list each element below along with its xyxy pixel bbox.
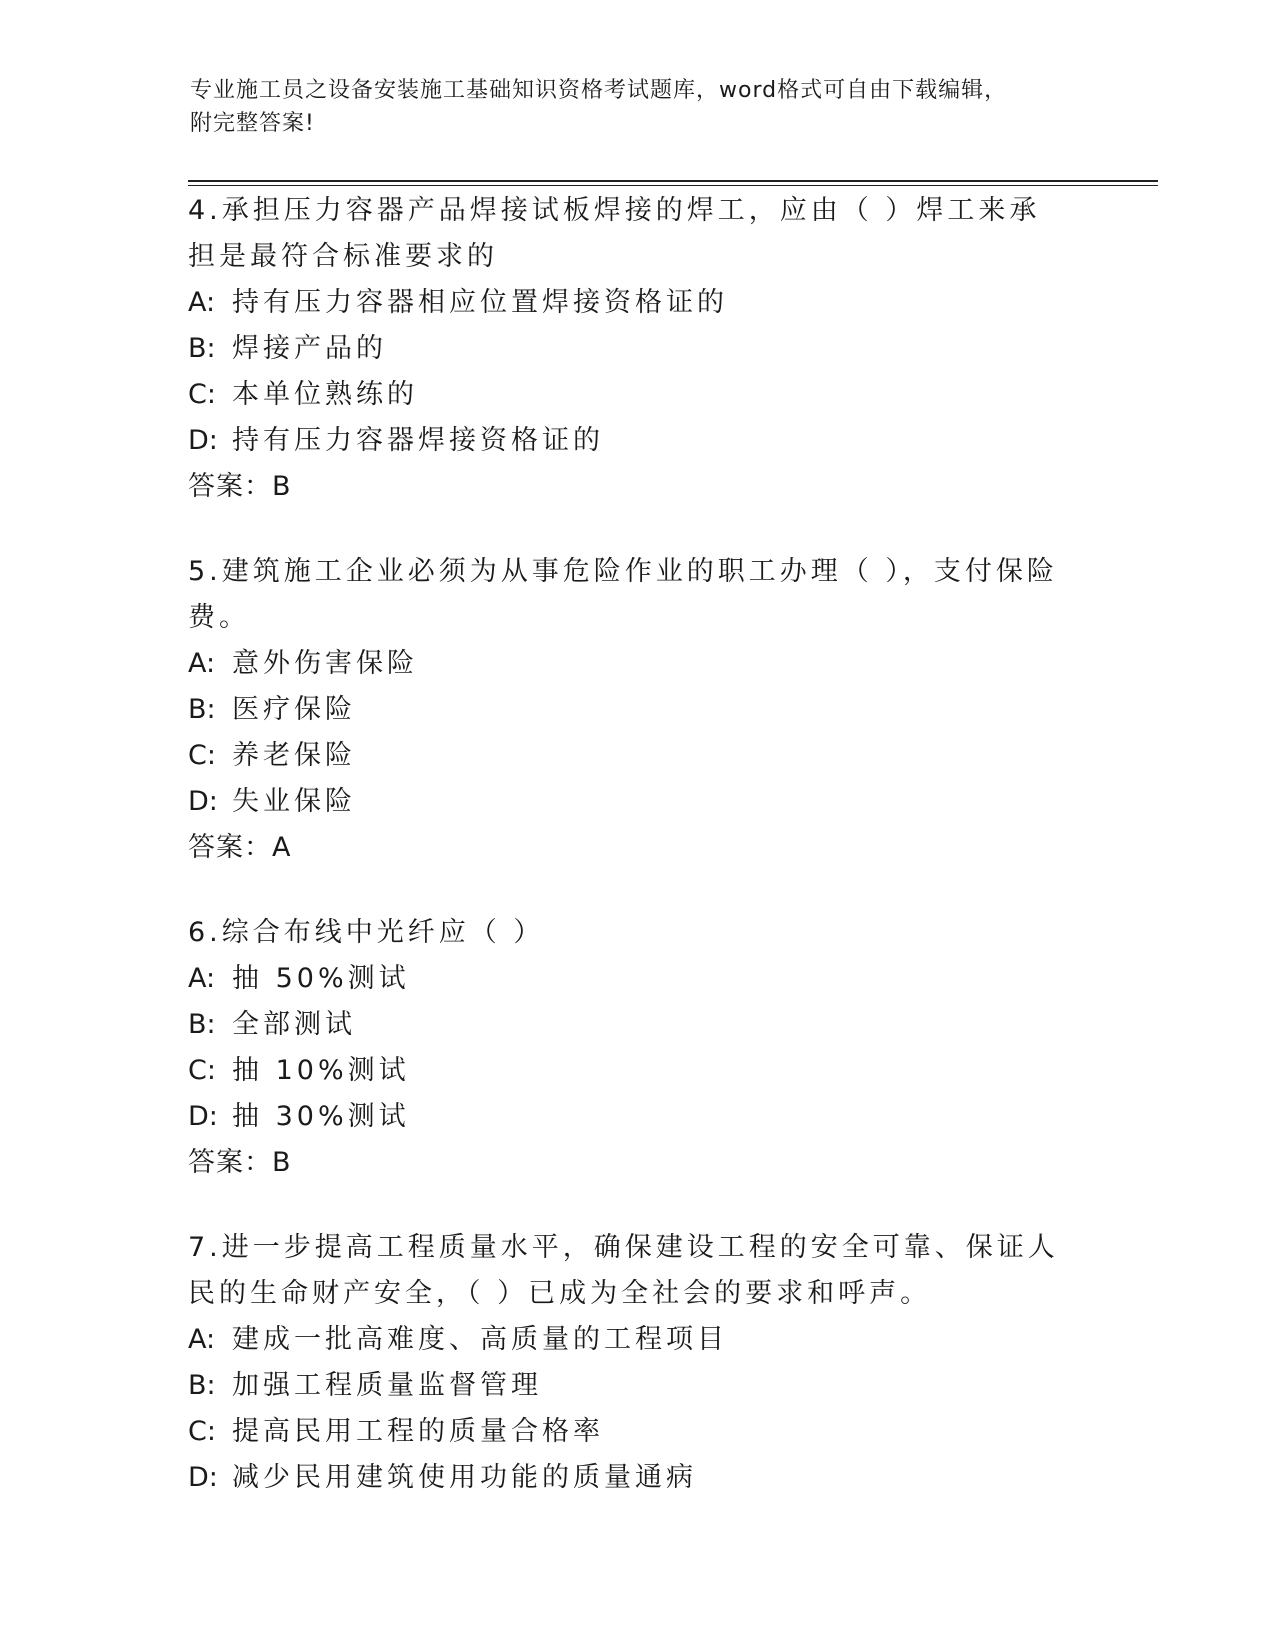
option-text: 持有压力容器焊接资格证的 <box>232 425 604 456</box>
option-b <box>188 1363 1088 1409</box>
option-c <box>188 733 1088 779</box>
option-text: 减少民用建筑使用功能的质量通病 <box>232 1462 697 1493</box>
question-4 <box>188 188 1088 510</box>
option-text: 提高民用工程的质量合格率 <box>232 1416 604 1447</box>
option-letter: A: <box>188 648 216 679</box>
option-letter: D: <box>188 425 218 456</box>
option-c <box>188 1048 1088 1094</box>
option-text: 本单位熟练的 <box>232 379 418 410</box>
option-b <box>188 1002 1088 1048</box>
option-letter: C: <box>188 379 216 410</box>
option-letter: B: <box>188 333 216 364</box>
option-letter: D: <box>188 1462 218 1493</box>
answer-line: 答案：B <box>188 471 292 502</box>
option-letter: C: <box>188 1416 216 1447</box>
question-7 <box>188 1225 1088 1501</box>
header-line-1: 专业施工员之设备安装施工基础知识资格考试题库，word格式可自由下载编辑， <box>190 78 1008 103</box>
option-text: 抽 10%测试 <box>232 1055 410 1086</box>
option-text: 全部测试 <box>232 1009 356 1040</box>
option-text: 持有压力容器相应位置焊接资格证的 <box>232 287 728 318</box>
option-d <box>188 1455 1088 1501</box>
option-text: 养老保险 <box>232 740 356 771</box>
option-d <box>188 779 1088 825</box>
header-divider-thick <box>188 180 1158 182</box>
option-letter: A: <box>188 287 216 318</box>
option-text: 抽 30%测试 <box>232 1101 410 1132</box>
answer-line: 答案：A <box>188 832 292 863</box>
option-letter: B: <box>188 1370 216 1401</box>
option-d <box>188 1094 1088 1140</box>
option-c <box>188 1409 1088 1455</box>
header-line-2: 附完整答案! <box>190 111 315 136</box>
option-letter: D: <box>188 1101 218 1132</box>
option-b <box>188 687 1088 733</box>
option-letter: D: <box>188 786 218 817</box>
question-5 <box>188 549 1088 871</box>
option-text: 加强工程质量监督管理 <box>232 1370 542 1401</box>
option-text: 医疗保险 <box>232 694 356 725</box>
option-b <box>188 326 1088 372</box>
question-stem: 5.建筑施工企业必须为从事危险作业的职工办理（ ），支付保险费。 <box>188 556 1058 633</box>
option-letter: A: <box>188 1324 216 1355</box>
option-a <box>188 956 1088 1002</box>
option-a <box>188 641 1088 687</box>
answer-line: 答案：B <box>188 1147 292 1178</box>
question-list <box>188 188 1088 1540</box>
option-text: 意外伤害保险 <box>232 648 418 679</box>
header-divider-thin <box>188 185 1158 186</box>
option-d <box>188 418 1088 464</box>
option-letter: B: <box>188 1009 216 1040</box>
option-text: 失业保险 <box>232 786 356 817</box>
option-a <box>188 280 1088 326</box>
option-letter: C: <box>188 1055 216 1086</box>
question-6 <box>188 910 1088 1186</box>
option-letter: C: <box>188 740 216 771</box>
option-c <box>188 372 1088 418</box>
question-stem: 4.承担压力容器产品焊接试板焊接的焊工，应由（ ）焊工来承担是最符合标准要求的 <box>188 195 1041 272</box>
option-letter: A: <box>188 963 216 994</box>
question-stem: 6.综合布线中光纤应（ ） <box>188 917 545 948</box>
option-text: 抽 50%测试 <box>232 963 410 994</box>
document-header <box>190 74 1090 140</box>
option-text: 焊接产品的 <box>232 333 387 364</box>
option-text: 建成一批高难度、高质量的工程项目 <box>232 1324 728 1355</box>
option-letter: B: <box>188 694 216 725</box>
question-stem: 7.进一步提高工程质量水平，确保建设工程的安全可靠、保证人民的生命财产安全，（ ）已成为全社会的要求和呼声。 <box>188 1232 1059 1309</box>
option-a <box>188 1317 1088 1363</box>
